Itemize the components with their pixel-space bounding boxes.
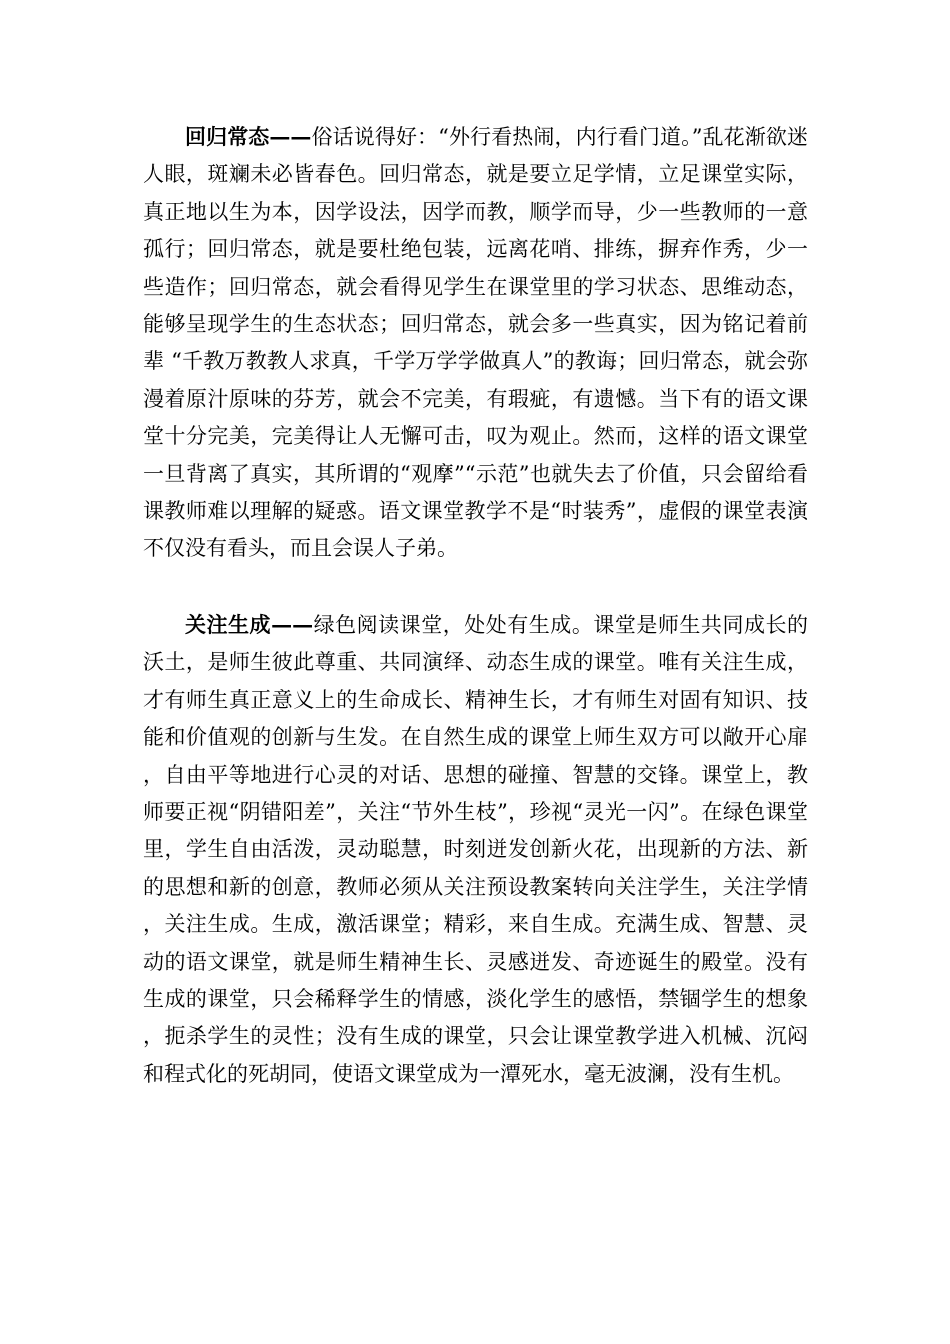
paragraph-focus-on-generation [143,606,808,1093]
paragraph-heading: 关注生成—— [185,612,314,637]
paragraph-body: 绿色阅读课堂，处处有生成。课堂是师生共同成长的沃土，是师生彼此尊重、共同演绎、动态生成的课堂。唯有关注生成，才有师生真正意义上的生命成长、精神生长，才有师生对固有知识、技能和价值观的创新与生发。在自然生成的课堂上师生双方可以敞开心扉，自由平等地进行心灵的对话、思想的碰撞、智慧的交锋。课堂上，教师要正视“阴错阳差”，关注“节外生枝”，珍视“灵光一闪”。在绿色课堂里，学生自由活泼，灵动聪慧，时刻迸发创新火花，出现新的方法、新的思想和新的创意，教师必须从关注预设教案转向关注学生，关注学情，关注生成。生成，激活课堂；精彩，来自生成。充满生成、智慧、灵动的语文课堂，就是师生精神生长、灵感迸发、奇迹诞生的殿堂。没有生成的课堂，只会稀释学生的情感，淡化学生的感悟，禁锢学生的想象，扼杀学生的灵性；没有生成的课堂，只会让课堂教学进入机械、沉闷和程式化的死胡同，使语文课堂成为一潭死水，毫无波澜，没有生机。 [143,613,809,1086]
paragraph-return-to-normal [143,118,808,568]
paragraph-body: 俗话说得好：“外行看热闹，内行看门道。”乱花渐欲迷人眼，斑斓未必皆春色。回归常态，就是要立足学情，立足课堂实际，真正地以生为本，因学设法，因学而教，顺学而导，少一些教师的一意孤行；回归常态，就是要杜绝包装，远离花哨、排练，摒弃作秀，少一些造作；回归常态，就会看得见学生在课堂里的学习状态、思维动态，能够呈现学生的生态状态；回归常态，就会多一些真实，因为铭记着前辈 “千教万教教人求真，千学万学学做真人”的教诲；回归常态，就会弥漫着原汁原味的芬芳，就会不完美，有瑕疵，有遗憾。当下有的语文课堂十分完美，完美得让人无懈可击，叹为观止。然而，这样的语文课堂一旦背离了真实，其所谓的“观摩”“示范”也就失去了价值，只会留给看课教师难以理解的疑惑。语文课堂教学不是“时装秀”，虚假的课堂表演不仅没有看头，而且会误人子弟。 [143,125,808,561]
paragraph-heading: 回归常态—— [185,124,312,149]
